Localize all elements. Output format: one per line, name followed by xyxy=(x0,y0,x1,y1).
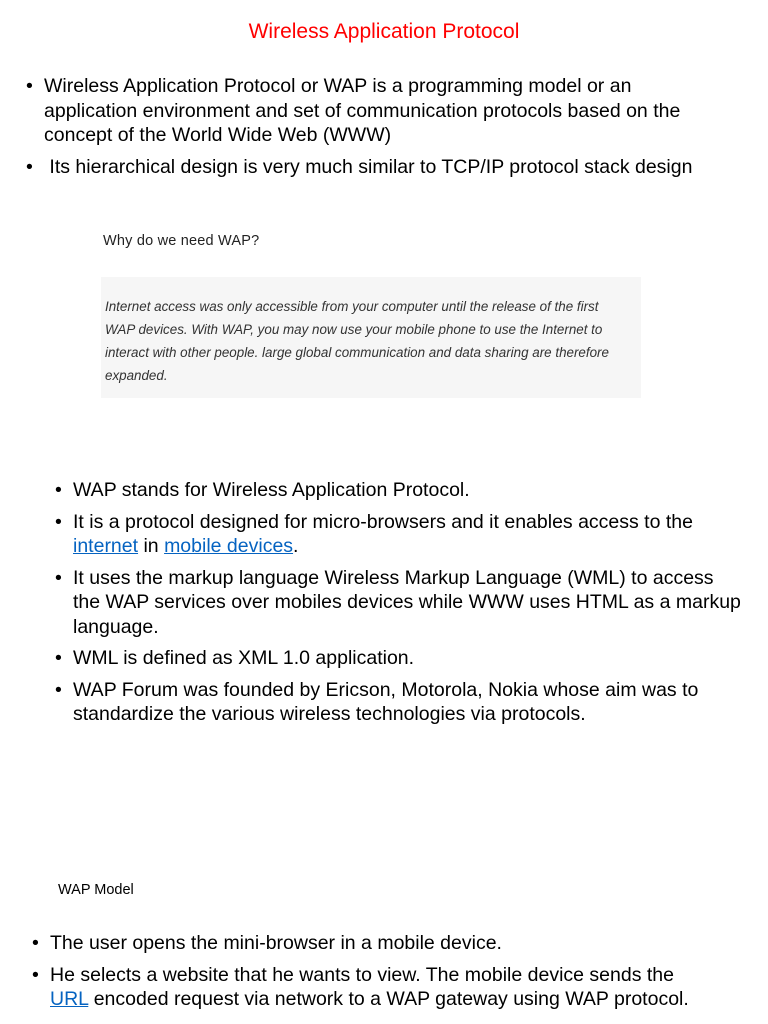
list-item-text: It is a protocol designed for micro-browsers and it enables access to the xyxy=(73,510,693,533)
bullet-icon: • xyxy=(55,510,62,533)
list-item xyxy=(26,155,694,180)
bullet-icon: • xyxy=(55,566,62,589)
bullet-icon: • xyxy=(26,155,33,178)
list-item-text: in xyxy=(138,535,165,557)
list-item xyxy=(32,931,700,956)
list-item-text: He selects a website that he wants to view. The mobile device sends the xyxy=(50,963,674,986)
list-item xyxy=(26,74,694,148)
bullet-icon: • xyxy=(26,75,33,97)
intro-bullet-list xyxy=(26,74,694,186)
list-item-text: Wireless Application Protocol or WAP is a programming model or an application environment and set of communication protocols based on the concept of the World Wide Web (WWW) xyxy=(44,75,681,146)
bullet-icon: • xyxy=(32,932,39,954)
internet-link[interactable]: internet xyxy=(73,535,139,557)
list-item-text: WAP Forum was founded by Ericson, Motorola, Nokia whose aim was to standardize the various wireless technologies via protocols. xyxy=(73,678,699,725)
wap-model-bullet-list xyxy=(32,931,700,1019)
why-wap-heading: Why do we need WAP? xyxy=(103,233,260,249)
bullet-icon: • xyxy=(55,647,62,669)
wap-facts-bullet-list xyxy=(55,478,743,734)
mobile-devices-link[interactable]: mobile devices xyxy=(164,535,294,557)
list-item xyxy=(32,963,700,1012)
list-item-text: The user opens the mini-browser in a mobile device. xyxy=(50,932,502,954)
list-item-text: Its hierarchical design is very much similar to TCP/IP protocol stack design xyxy=(44,155,693,178)
why-wap-quote-text: Internet access was only accessible from your computer until the release of the first WAP devices. With WAP, you may now use your mobile phone to use the Internet to interact with other people. large global communication and data sharing are therefore expanded. xyxy=(105,299,609,383)
list-item-text: It uses the markup language Wireless Markup Language (WML) to access the WAP services over mobiles devices while WWW uses HTML as a markup language. xyxy=(73,566,741,638)
list-item-text: WAP stands for Wireless Application Protocol. xyxy=(73,479,470,501)
list-item-text: . xyxy=(293,535,299,557)
list-item-text: WML is defined as XML 1.0 application. xyxy=(73,647,415,669)
list-item xyxy=(55,566,743,640)
url-link[interactable]: URL xyxy=(50,988,89,1010)
list-item xyxy=(55,478,743,503)
wap-model-label: WAP Model xyxy=(58,882,134,898)
list-item xyxy=(55,678,743,727)
list-item xyxy=(55,510,743,559)
page-title: Wireless Application Protocol xyxy=(248,20,520,43)
bullet-icon: • xyxy=(55,678,62,701)
why-wap-quote-box xyxy=(101,277,641,398)
bullet-icon: • xyxy=(55,479,62,501)
bullet-icon: • xyxy=(32,963,39,986)
list-item xyxy=(55,646,743,671)
list-item-text: encoded request via network to a WAP gateway using WAP protocol. xyxy=(88,988,689,1010)
